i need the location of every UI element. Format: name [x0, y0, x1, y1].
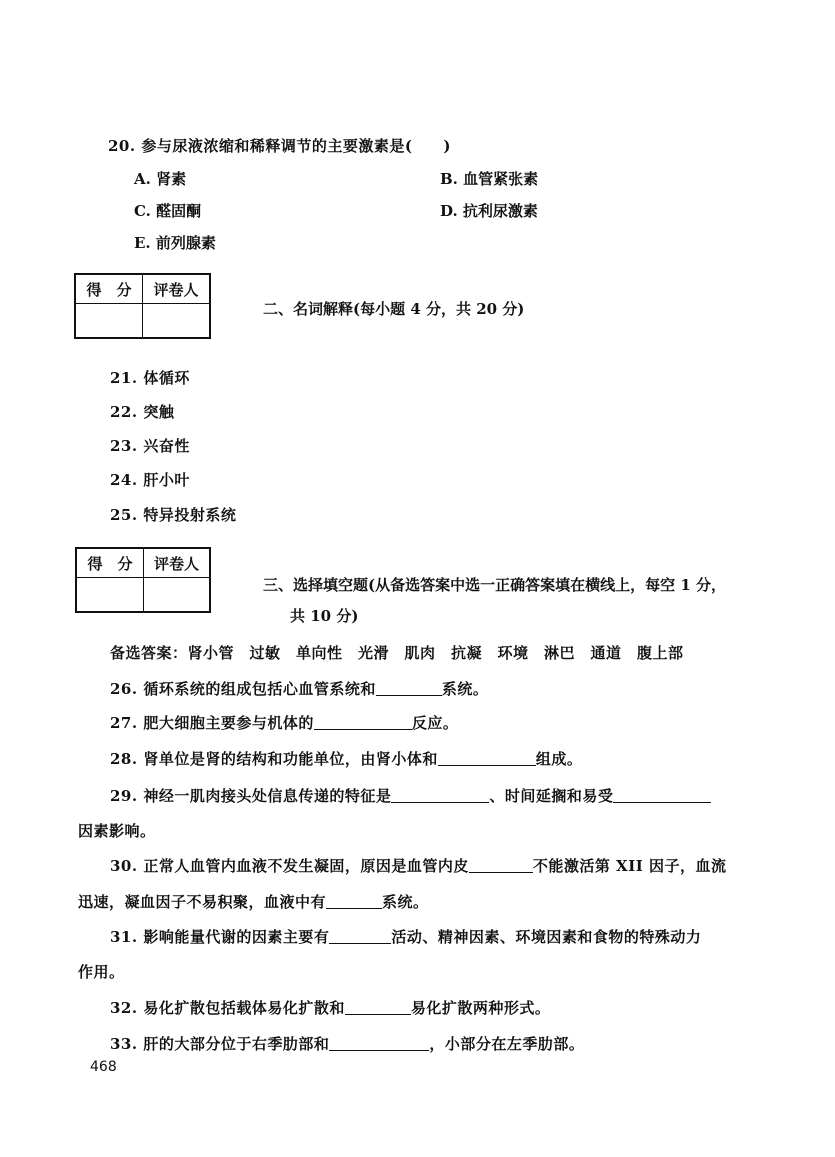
- q28-blank[interactable]: [438, 750, 536, 766]
- q31-line1: [110, 926, 701, 947]
- q26-text-b: 系统。: [441, 680, 489, 698]
- q32-blank[interactable]: [345, 999, 411, 1015]
- score-box-cell-grader[interactable]: [144, 578, 211, 613]
- q20-option-a: A. 肾素: [134, 170, 187, 188]
- score-box-header-score: 得 分: [75, 274, 143, 304]
- q33-text-b: ，小部分在左季肋部。: [429, 1035, 585, 1053]
- q29-blank-2[interactable]: [613, 787, 711, 803]
- q30-text-c: 迅速，凝血因子不易积聚，血液中有: [78, 893, 327, 911]
- q32: [110, 997, 550, 1018]
- q27-text-b: 反应。: [411, 714, 459, 732]
- section3-choices: 备选答案：肾小管 过敏 单向性 光滑 肌肉 抗凝 环境 淋巴 通道 腹上部: [110, 644, 684, 662]
- q33-text-a: 33. 肝的大部分位于右季肋部和: [110, 1035, 330, 1053]
- q26: [110, 678, 488, 699]
- q30-text-a: 30. 正常人血管内血液不发生凝固，原因是血管内皮: [110, 857, 469, 875]
- q20-stem: 20. 参与尿液浓缩和稀释调节的主要激素是( ): [108, 137, 452, 155]
- q31-text-a: 31. 影响能量代谢的因素主要有: [110, 928, 330, 946]
- score-box-header-score: 得 分: [76, 548, 144, 578]
- q26-blank[interactable]: [376, 680, 442, 696]
- q30-text-b: 不能激活第 XII 因子，血流: [532, 857, 727, 875]
- q26-text-a: 26. 循环系统的组成包括心血管系统和: [110, 680, 376, 698]
- section2-item-21: 21. 体循环: [110, 369, 190, 387]
- q33: [110, 1033, 584, 1054]
- section2-title: 二、名词解释(每小题 4 分，共 20 分): [263, 300, 525, 318]
- q32-text-b: 易化扩散两种形式。: [410, 999, 551, 1017]
- q27: [110, 712, 458, 733]
- q29-line1: [110, 785, 711, 806]
- q31-blank[interactable]: [329, 928, 391, 944]
- score-box-1: [74, 273, 211, 339]
- section3-title-line2: 共 10 分): [290, 607, 359, 625]
- section2-item-22: 22. 突触: [110, 403, 175, 421]
- q20-option-d: D. 抗利尿激素: [440, 202, 538, 220]
- q29-text-c: 因素影响。: [78, 822, 156, 840]
- section2-item-24: 24. 肝小叶: [110, 471, 190, 489]
- q31-text-c: 作用。: [78, 963, 125, 981]
- q29-text-a: 29. 神经一肌肉接头处信息传递的特征是: [110, 787, 392, 805]
- section2-item-25: 25. 特异投射系统: [110, 506, 237, 524]
- q28-text-a: 28. 肾单位是肾的结构和功能单位，由肾小体和: [110, 750, 438, 768]
- score-box-header-grader: 评卷人: [144, 548, 211, 578]
- section2-item-23: 23. 兴奋性: [110, 437, 190, 455]
- page-number: 468: [90, 1059, 117, 1075]
- q32-text-a: 32. 易化扩散包括载体易化扩散和: [110, 999, 345, 1017]
- q20-option-b: B. 血管紧张素: [440, 170, 539, 188]
- q33-blank[interactable]: [329, 1035, 429, 1051]
- q31-text-b: 活动、精神因素、环境因素和食物的特殊动力: [391, 928, 702, 946]
- q29-text-b: 、时间延搁和易受: [489, 787, 614, 805]
- score-box-header-grader: 评卷人: [143, 274, 211, 304]
- q20-option-c: C. 醛固酮: [134, 202, 202, 220]
- q29-blank-1[interactable]: [391, 787, 489, 803]
- q20-option-e: E. 前列腺素: [134, 234, 216, 252]
- q30-text-d: 系统。: [382, 893, 429, 911]
- q30-blank-2[interactable]: [326, 893, 382, 909]
- score-box-cell-score[interactable]: [76, 578, 144, 613]
- score-box-2: [75, 547, 211, 613]
- section3-title-line1: 三、选择填空题(从备选答案中选一正确答案填在横线上，每空 1 分，: [263, 576, 726, 594]
- q30-blank-1[interactable]: [469, 857, 533, 873]
- q30-line1: [110, 855, 726, 876]
- q28-text-b: 组成。: [535, 750, 583, 768]
- q30-line2: [78, 891, 429, 912]
- score-box-cell-score[interactable]: [75, 304, 143, 339]
- q27-text-a: 27. 肥大细胞主要参与机体的: [110, 714, 314, 732]
- score-box-cell-grader[interactable]: [143, 304, 211, 339]
- q27-blank[interactable]: [314, 714, 412, 730]
- q28: [110, 748, 582, 769]
